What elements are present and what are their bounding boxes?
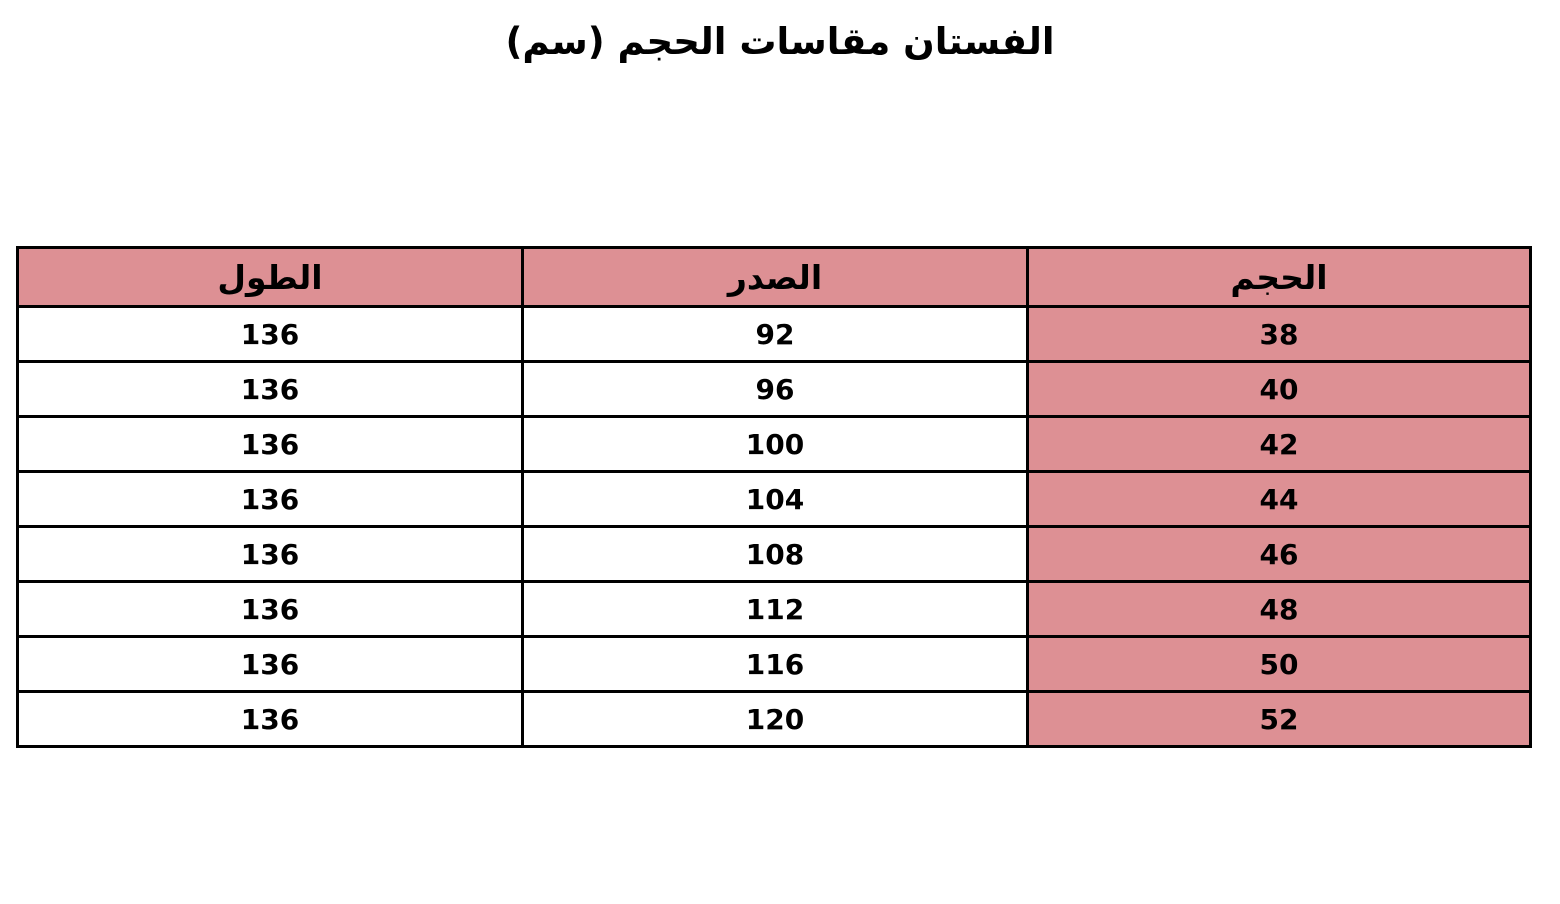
table-row [18, 582, 1531, 637]
cell-chest: 104 [523, 472, 1028, 527]
table-row [18, 527, 1531, 582]
table-header-row [18, 248, 1531, 307]
column-header-chest: الصدر [523, 248, 1028, 307]
cell-chest: 100 [523, 417, 1028, 472]
cell-chest: 92 [523, 307, 1028, 362]
cell-size: 46 [1028, 527, 1531, 582]
table-header [18, 248, 1531, 307]
column-header-length: الطول [18, 248, 523, 307]
cell-length: 136 [18, 362, 523, 417]
table-row [18, 637, 1531, 692]
cell-size: 38 [1028, 307, 1531, 362]
cell-length: 136 [18, 527, 523, 582]
cell-size: 48 [1028, 582, 1531, 637]
cell-length: 136 [18, 692, 523, 747]
size-chart-container [28, 246, 1532, 748]
cell-length: 136 [18, 307, 523, 362]
table-row [18, 472, 1531, 527]
table-row [18, 362, 1531, 417]
cell-length: 136 [18, 472, 523, 527]
cell-size: 40 [1028, 362, 1531, 417]
cell-size: 42 [1028, 417, 1531, 472]
cell-size: 50 [1028, 637, 1531, 692]
cell-length: 136 [18, 417, 523, 472]
cell-chest: 96 [523, 362, 1028, 417]
cell-chest: 112 [523, 582, 1028, 637]
cell-size: 44 [1028, 472, 1531, 527]
cell-length: 136 [18, 637, 523, 692]
column-header-size: الحجم [1028, 248, 1531, 307]
table-row [18, 692, 1531, 747]
table-row [18, 417, 1531, 472]
cell-chest: 120 [523, 692, 1028, 747]
cell-size: 52 [1028, 692, 1531, 747]
table-body [18, 307, 1531, 747]
cell-chest: 116 [523, 637, 1028, 692]
size-chart-table [16, 246, 1532, 748]
page-title: الفستان مقاسات الحجم (سم) [505, 20, 1055, 63]
table-row [18, 307, 1531, 362]
cell-chest: 108 [523, 527, 1028, 582]
cell-length: 136 [18, 582, 523, 637]
